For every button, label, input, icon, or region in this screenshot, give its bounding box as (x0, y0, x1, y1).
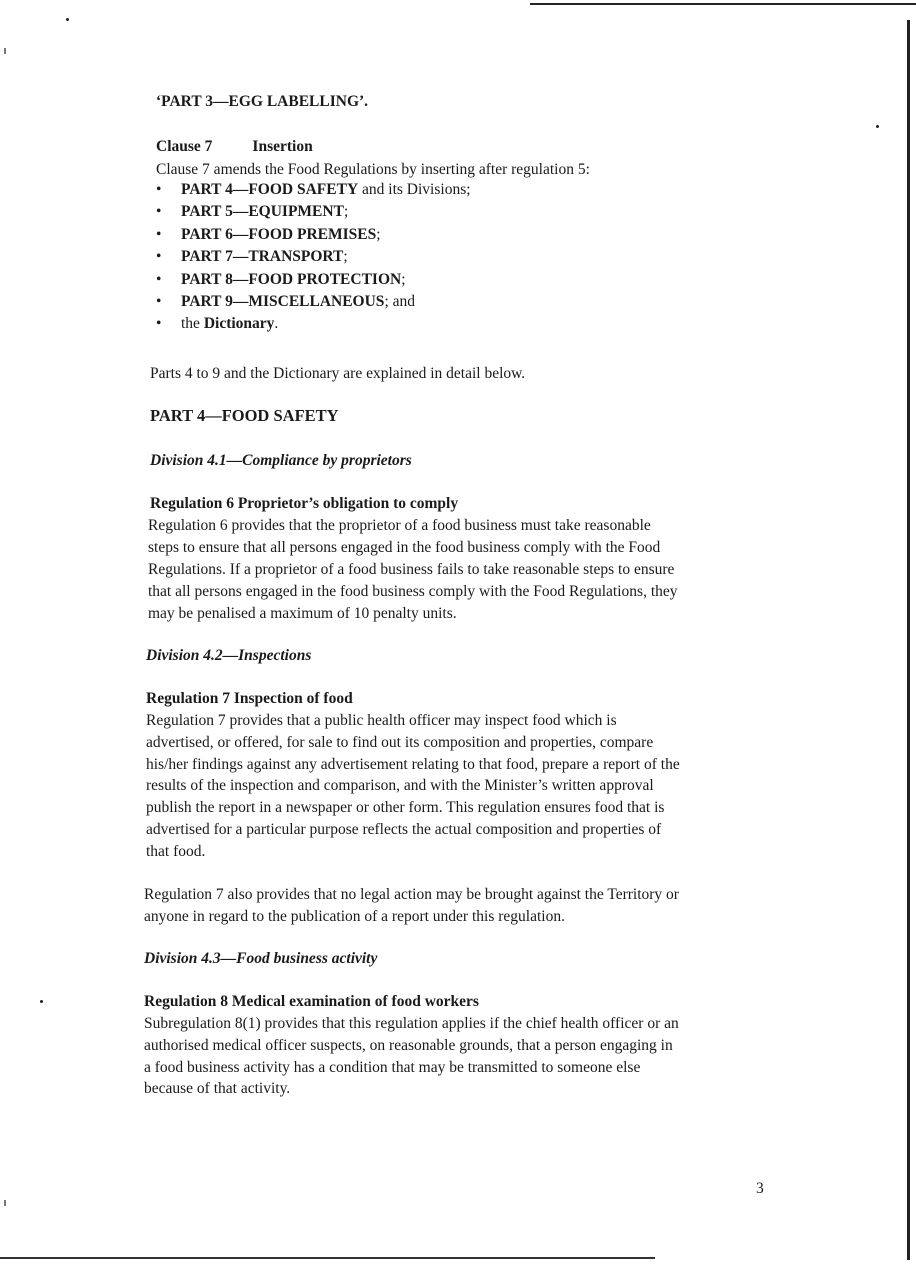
scan-speck (4, 48, 6, 54)
regulation-8-heading: Regulation 8 Medical examination of food workers (144, 993, 479, 1010)
paragraph-line: anyone in regard to the publication of a report under this regulation. (144, 908, 565, 925)
list-item-part: Dictionary (203, 315, 275, 333)
scan-edge-right (907, 20, 910, 1260)
paragraph-line: Regulations. If a proprietor of a food business fails to take reasonable steps to ensure (148, 561, 675, 578)
inserted-parts-list (156, 179, 471, 336)
scan-edge-bottom (0, 1257, 655, 1259)
list-item-part: PART 7—TRANSPORT (181, 248, 344, 266)
list-item: • PART 4—FOOD SAFETY and its Divisions; (156, 179, 471, 201)
clause-label: Clause 7 (156, 138, 213, 155)
scan-speck (40, 1000, 43, 1003)
clause-title: Insertion (252, 138, 313, 155)
scan-speck (876, 125, 879, 128)
clause-heading (156, 137, 313, 157)
part4-heading: PART 4—FOOD SAFETY (150, 406, 339, 425)
paragraph-line: his/her findings against any advertisement relating to that food, prepare a report of the (146, 755, 680, 773)
division-4-2-heading: Division 4.2—Inspections (146, 647, 312, 664)
list-item-part: PART 4—FOOD SAFETY (181, 181, 359, 198)
page-number: 3 (756, 1180, 764, 1197)
paragraph-line: publish the report in a newspaper or other form. This regulation ensures food that is (146, 799, 665, 817)
division-4-3-heading: Division 4.3—Food business activity (144, 950, 378, 967)
list-item: • PART 6—FOOD PREMISES; (156, 224, 471, 246)
list-item-part: PART 6—FOOD PREMISES (181, 225, 377, 243)
list-item: • PART 5—EQUIPMENT; (156, 201, 471, 223)
division-4-1-heading: Division 4.1—Compliance by proprietors (150, 452, 412, 469)
regulation-7-heading: Regulation 7 Inspection of food (146, 690, 353, 707)
list-item: • PART 8—FOOD PROTECTION; (156, 269, 471, 291)
paragraph-line: advertised, or offered, for sale to find out its composition and properties, compare (146, 733, 654, 751)
paragraph-line: authorised medical officer suspects, on reasonable grounds, that a person engaging in (144, 1036, 673, 1054)
paragraph-line: because of that activity. (144, 1080, 291, 1098)
list-item: • PART 9—MISCELLANEOUS; and (156, 291, 471, 313)
paragraph-line: Subregulation 8(1) provides that this regulation applies if the chief health officer or an (144, 1015, 679, 1032)
paragraph-line: Regulation 7 also provides that no legal action may be brought against the Territory or (144, 886, 679, 903)
list-item-part: PART 5—EQUIPMENT (181, 203, 344, 221)
scan-edge-top (530, 3, 916, 5)
paragraph-line: advertised for a particular purpose reflects the actual composition and properties of (146, 821, 662, 838)
paragraph-line: may be penalised a maximum of 10 penalty units. (148, 605, 457, 622)
list-item: • the Dictionary. (156, 313, 471, 335)
paragraph-line: results of the inspection and comparison, and with the Minister’s written approval (146, 777, 654, 795)
regulation-6-heading: Regulation 6 Proprietor’s obligation to comply (150, 495, 459, 512)
paragraph-line: a food business activity has a condition that may be transmitted to someone else (144, 1058, 641, 1076)
clause-outro: Parts 4 to 9 and the Dictionary are explained in detail below. (150, 365, 526, 382)
paragraph-line: Regulation 7 provides that a public health officer may inspect food which is (146, 712, 617, 729)
scan-speck (66, 18, 69, 21)
clause-intro: Clause 7 amends the Food Regulations by inserting after regulation 5: (156, 161, 590, 178)
list-item-part: PART 9—MISCELLANEOUS (181, 293, 385, 311)
scan-speck (4, 1200, 6, 1206)
part3-heading: ‘PART 3—EGG LABELLING’. (156, 93, 369, 110)
paragraph-line: that food. (146, 842, 206, 860)
paragraph-line: steps to ensure that all persons engaged in the food business comply with the Food (148, 539, 661, 556)
paragraph-line: Regulation 6 provides that the proprietor of a food business must take reasonable (148, 517, 651, 534)
paragraph-line: that all persons engaged in the food business comply with the Food Regulations, they (148, 583, 678, 600)
list-item: • PART 7—TRANSPORT; (156, 246, 471, 268)
list-item-part: PART 8—FOOD PROTECTION (181, 270, 402, 288)
